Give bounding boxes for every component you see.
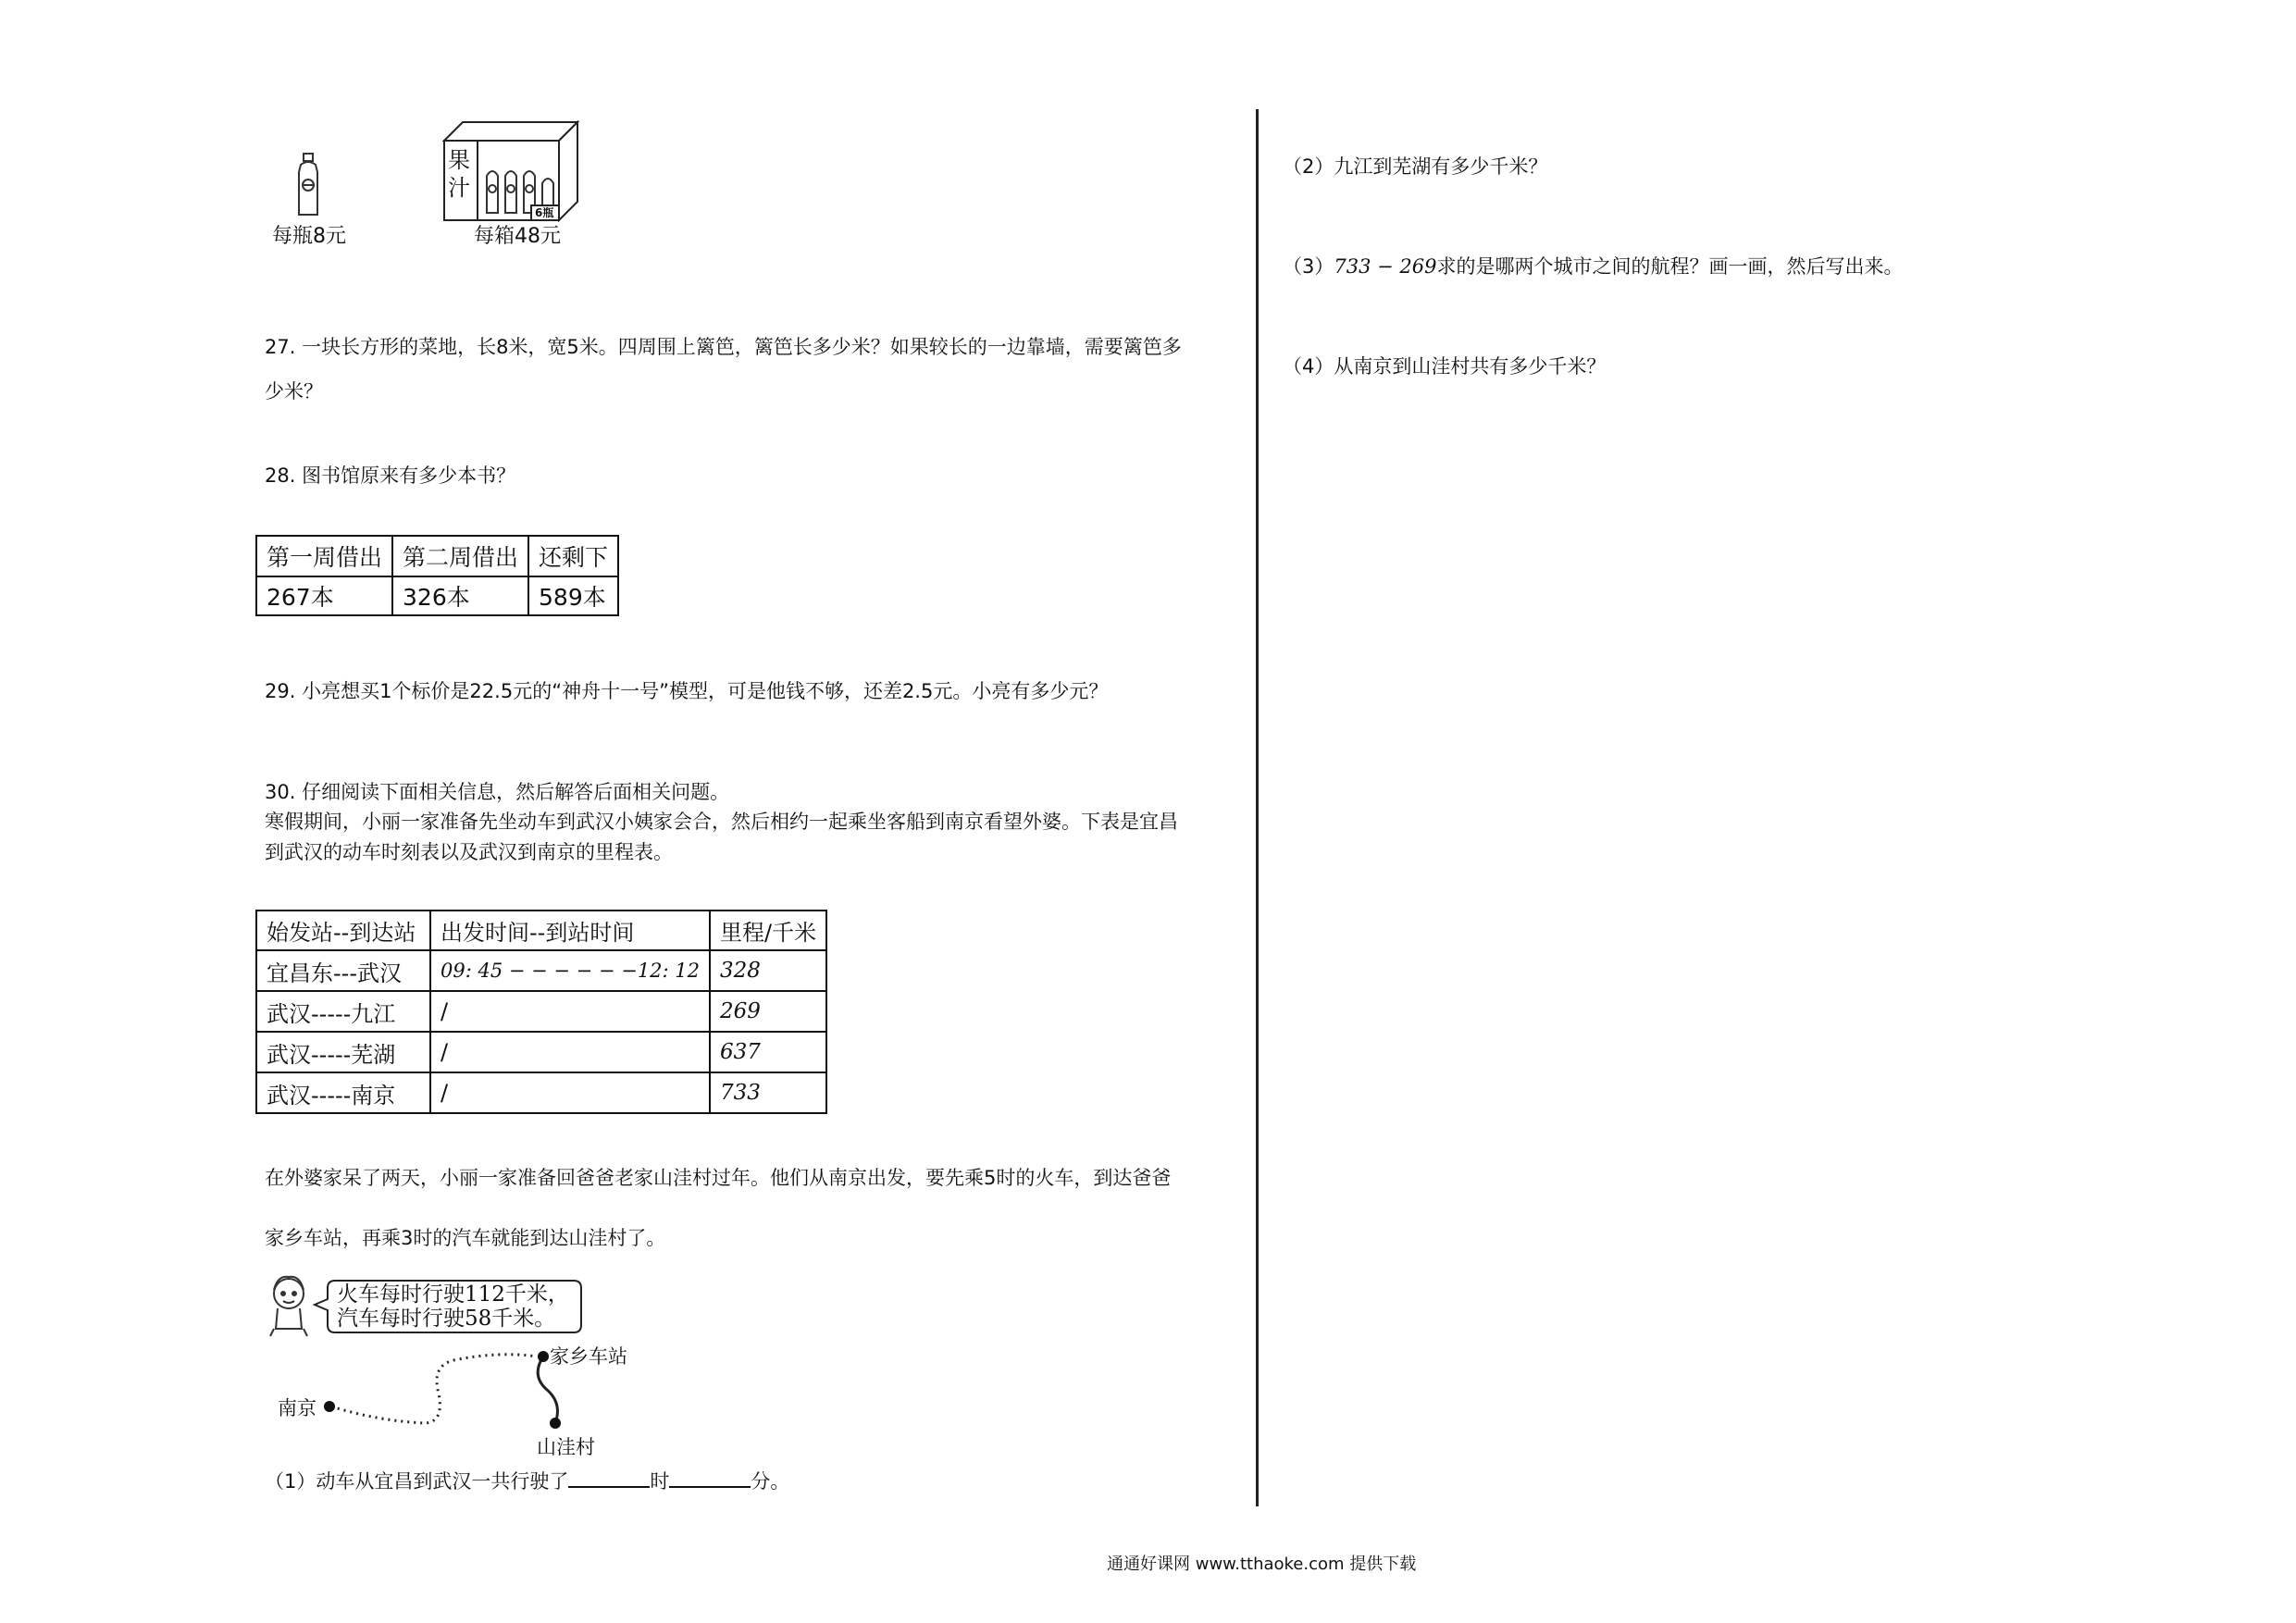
sub-question-3-suffix: 求的是哪两个城市之间的航程？画一画，然后写出来。 (1436, 255, 1904, 278)
table-cell: 宜昌东---武汉 (256, 950, 430, 991)
speech-line2: 汽车每时行驶58千米。 (337, 1307, 556, 1331)
table-header: 始发站--到达站 (256, 911, 430, 950)
sub-question-3-prefix: （3） (1283, 255, 1334, 278)
table-cell: / (430, 1072, 710, 1113)
sub-question-1 (265, 1466, 789, 1494)
column-divider (1256, 109, 1259, 1506)
page-footer: 通通好课网 www.tthaoke.com 提供下载 (1107, 1555, 1417, 1574)
question-30-intro-line1: 寒假期间，小丽一家准备先坐动车到武汉小姨家会合，然后相约一起乘坐客船到南京看望外婆。下表是宜昌 (265, 811, 1178, 833)
table-cell: 269 (710, 991, 826, 1032)
question-30-intro-line2: 到武汉的动车时刻表以及武汉到南京的里程表。 (265, 841, 673, 863)
speech-line1: 火车每时行驶112千米， (337, 1282, 569, 1307)
bottle-price-caption: 每瓶8元 (272, 225, 346, 248)
sub-question-3 (1283, 254, 1904, 279)
train-route-line (331, 1355, 537, 1423)
route-illustration (268, 1273, 657, 1458)
box-price-caption: 每箱48元 (474, 225, 561, 248)
question-27-line2: 少米？ (265, 380, 323, 403)
table-header: 第二周借出 (392, 536, 528, 576)
question-29: 29. 小亮想买1个标价是22.5元的“神舟十一号”模型，可是他钱不够，还差2.5元。小亮有多少元？ (265, 680, 1109, 702)
juice-box-illustration (442, 120, 581, 222)
table-header: 第一周借出 (256, 536, 392, 576)
question-28-title: 28. 图书馆原来有多少本书？ (265, 465, 516, 487)
village-marker-icon (550, 1418, 561, 1429)
sub-question-1-mid: 时 (650, 1470, 670, 1493)
library-table (255, 535, 619, 616)
table-cell: 328 (710, 950, 826, 991)
sub-question-2: （2）九江到芜湖有多少千米？ (1283, 155, 1548, 178)
table-cell: 267本 (256, 576, 392, 615)
question-30-title: 30. 仔细阅读下面相关信息，然后解答后面相关问题。 (265, 781, 730, 803)
nanjing-marker-icon (324, 1401, 335, 1412)
box-label: 果汁 (448, 147, 470, 201)
table-cell: / (430, 1032, 710, 1072)
table-cell: 武汉-----九江 (256, 991, 430, 1032)
hours-answer-blank[interactable] (568, 1466, 650, 1488)
question-27-line1: 27. 一块长方形的菜地，长8米，宽5米。四周围上篱笆，篱笆长多少米？如果较长的一边靠墙，需要篱笆多 (265, 336, 1182, 358)
table-header: 里程/千米 (710, 911, 826, 950)
table-cell: 武汉-----芜湖 (256, 1032, 430, 1072)
table-cell: 326本 (392, 576, 528, 615)
bottle-icon (292, 152, 325, 218)
train-schedule-table (255, 910, 827, 1114)
sub-question-3-expression: 733 − 269 (1334, 255, 1437, 278)
box-count-label: 6瓶 (535, 206, 554, 219)
question-30-para-line1: 在外婆家呆了两天，小丽一家准备回爸爸老家山洼村过年。他们从南京出发，要先乘5时的火车，到达爸爸 (265, 1167, 1172, 1189)
table-cell: / (430, 991, 710, 1032)
table-cell: 733 (710, 1072, 826, 1113)
station-marker-icon (538, 1351, 549, 1362)
question-30-para-line2: 家乡车站，再乘3时的汽车就能到达山洼村了。 (265, 1227, 666, 1249)
table-cell: 589本 (528, 576, 618, 615)
map-label-station: 家乡车站 (550, 1345, 627, 1368)
map-label-nanjing: 南京 (278, 1397, 316, 1419)
table-header: 还剩下 (528, 536, 618, 576)
table-cell: 637 (710, 1032, 826, 1072)
table-cell: 09: 45 − − − − − −12: 12 (430, 950, 710, 991)
sub-question-4: （4）从南京到山洼村共有多少千米？ (1283, 355, 1607, 378)
table-header: 出发时间--到站时间 (430, 911, 710, 950)
juice-bottle-illustration (292, 152, 325, 218)
sub-question-1-prefix: （1）动车从宜昌到武汉一共行驶了 (265, 1470, 569, 1493)
table-cell: 武汉-----南京 (256, 1072, 430, 1113)
minutes-answer-blank[interactable] (669, 1466, 751, 1488)
map-label-village: 山洼村 (537, 1436, 595, 1458)
sub-question-1-suffix: 分。 (751, 1470, 790, 1493)
child-cartoon-icon (270, 1277, 307, 1336)
